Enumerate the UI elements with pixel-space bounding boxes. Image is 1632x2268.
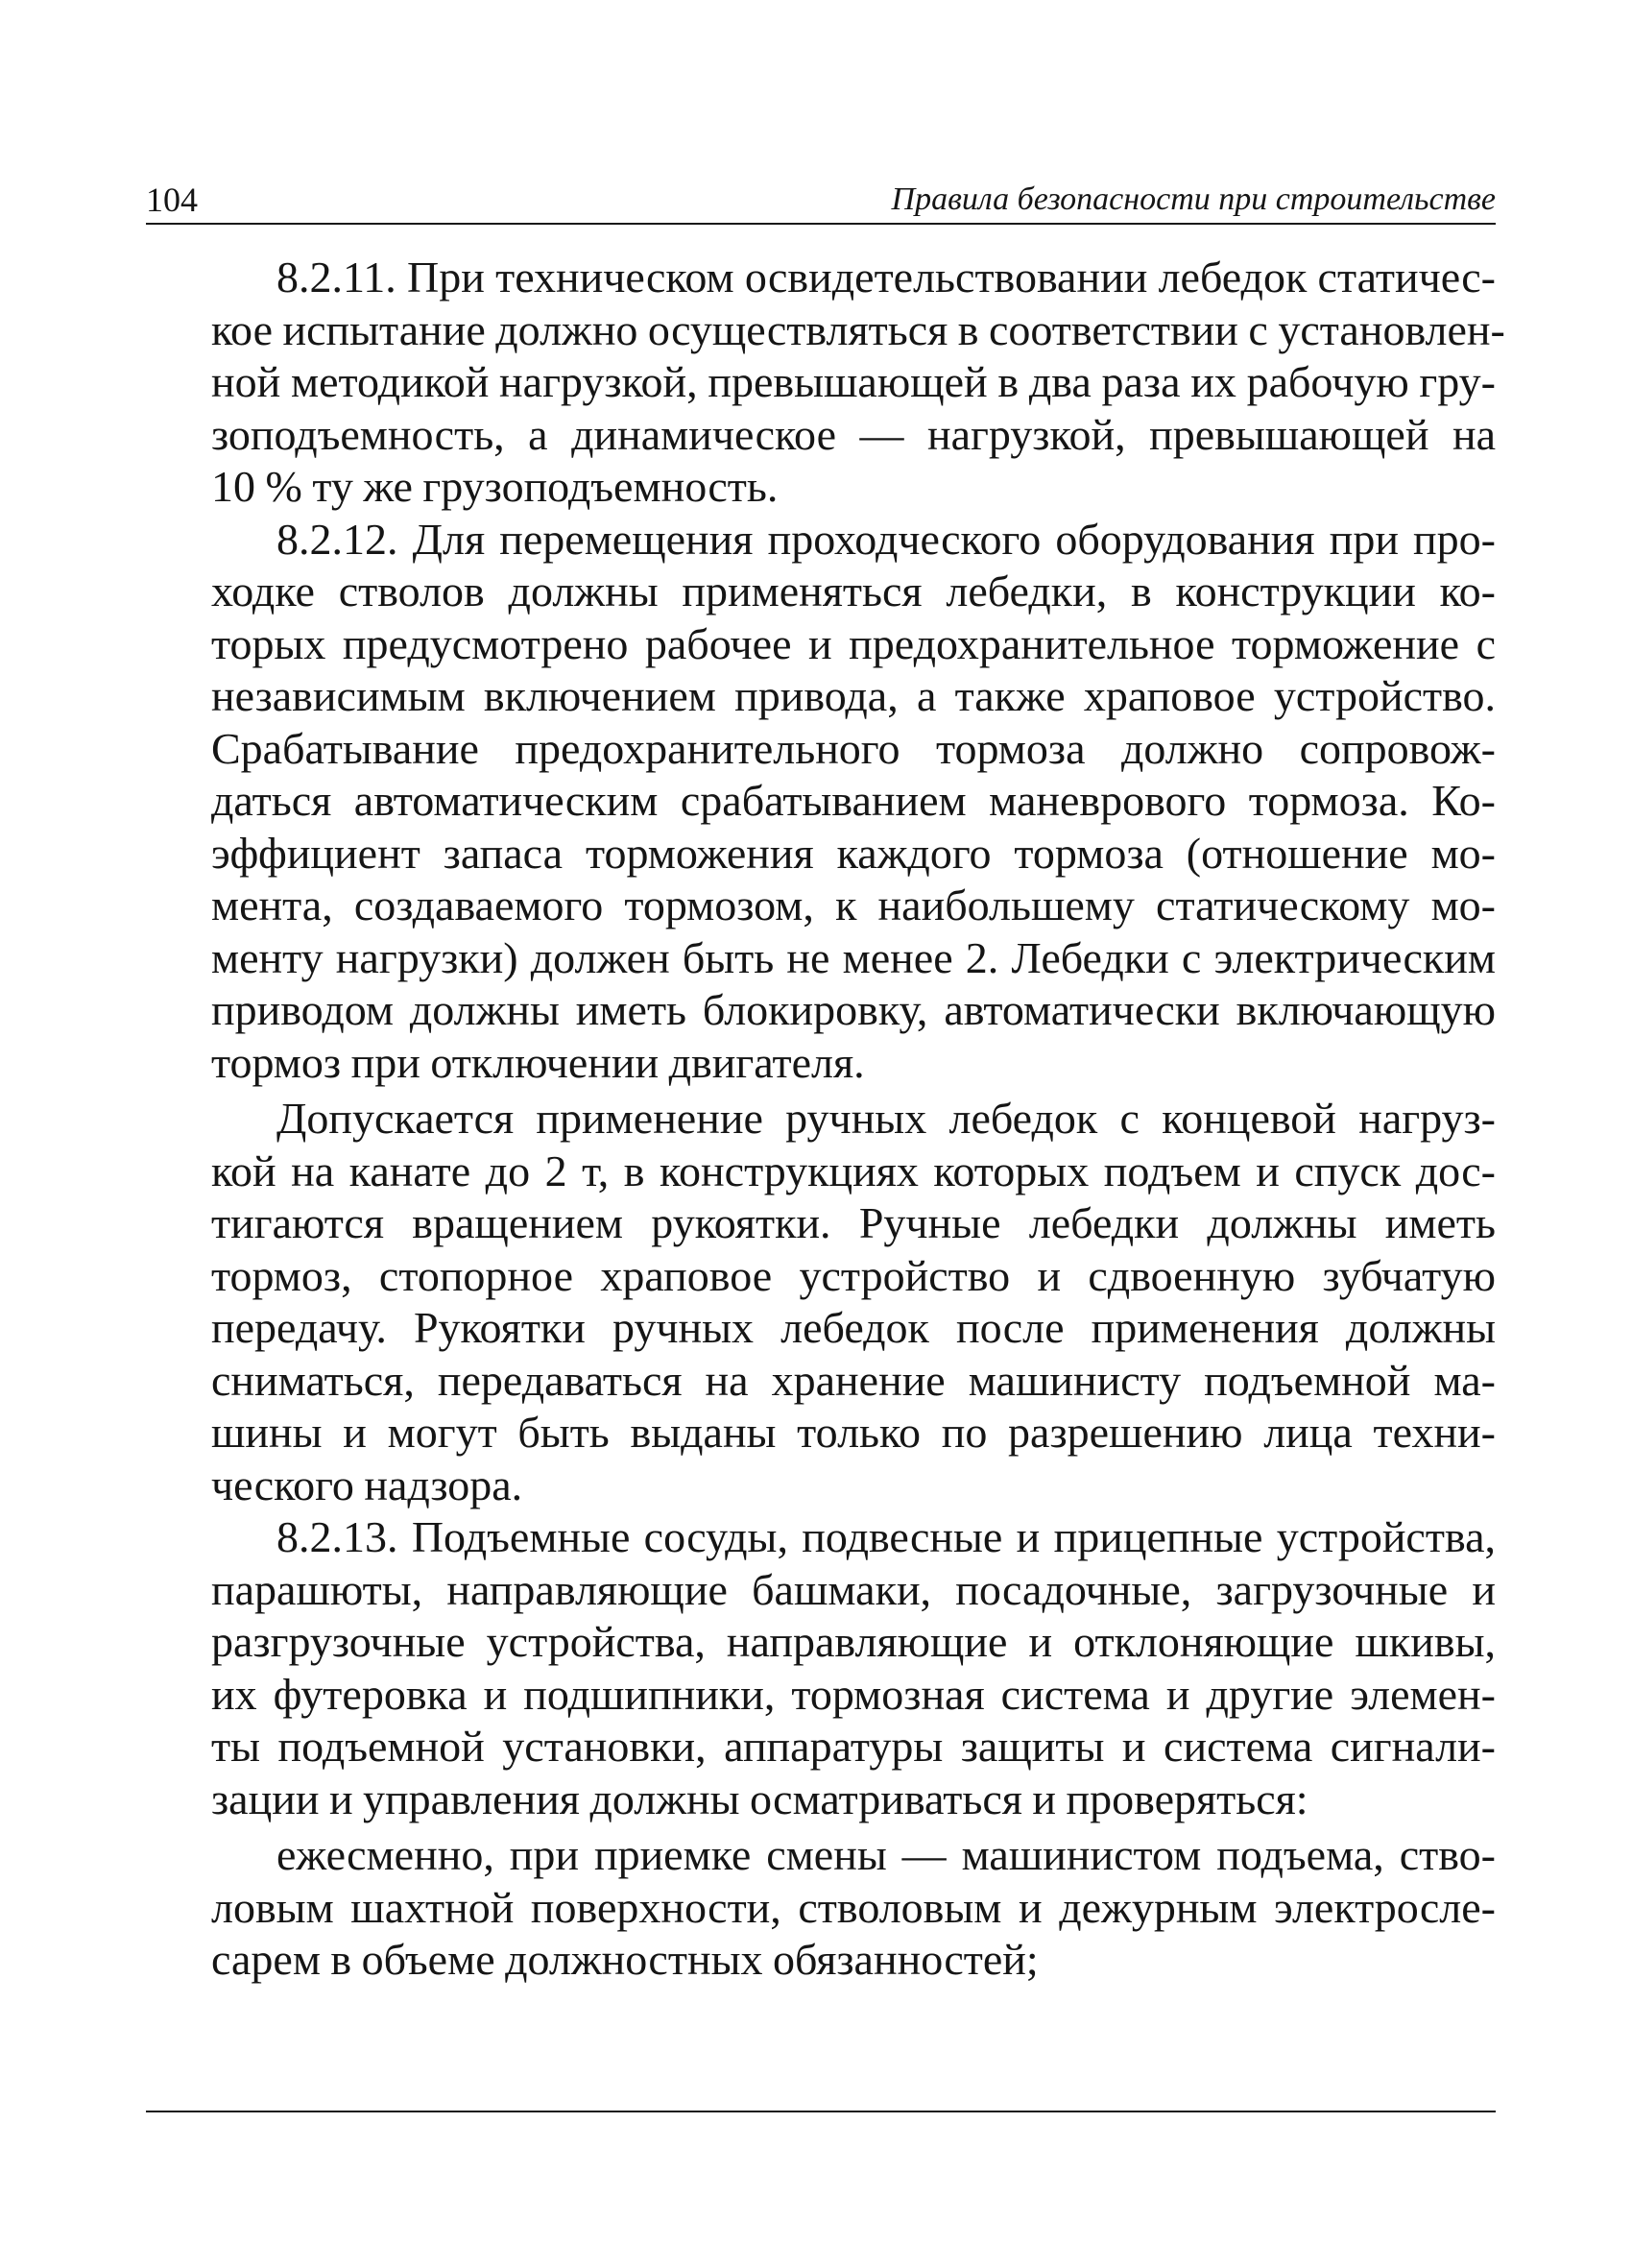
- paragraph-8-2-13: [146, 1511, 1496, 1825]
- page-number: 104: [146, 181, 198, 219]
- text-line: тормоз при отключении двигателя.: [211, 1037, 865, 1087]
- text-line: передачу. Рукоятки ручных лебедок после применения должны: [211, 1303, 1496, 1352]
- text-line: мента, создаваемого тормозом, к наибольшему статическому мо-: [211, 881, 1496, 929]
- text-line: 8.2.11. При техническом освидетельствовании лебедок статичес-: [276, 253, 1496, 302]
- paragraph-each-shift: [146, 1829, 1496, 1987]
- text-line: Допускается применение ручных лебедок с концевой нагруз-: [276, 1094, 1496, 1143]
- page-header: [146, 181, 1496, 225]
- text-line: 8.2.12. Для перемещения проходческого оборудования при про-: [276, 514, 1496, 564]
- text-line: парашюты, направляющие башмаки, посадочные, загрузочные и: [211, 1564, 1496, 1614]
- text-line: сарем в объеме должностных обязанностей;: [211, 1935, 1039, 1984]
- text-line: ческого надзора.: [211, 1460, 523, 1509]
- text-line: Срабатывание предохранительного тормоза должно сопровож-: [211, 723, 1496, 773]
- text-line: тормоз, стопорное храповое устройство и сдвоенную зубчатую: [211, 1250, 1496, 1300]
- paragraph-8-2-11: [146, 252, 1505, 514]
- paragraph-manual-winches: [146, 1093, 1496, 1511]
- body-text: [146, 252, 1505, 1987]
- text-line: разгрузочные устройства, направляющие и отклоняющие шкивы,: [211, 1617, 1496, 1666]
- text-line: кое испытание должно осуществляться в соответствии с установлен-: [211, 304, 1505, 354]
- text-line: независимым включением привода, а также храповое устройство.: [211, 671, 1496, 720]
- text-line: 8.2.13. Подъемные сосуды, подвесные и прицепные устройства,: [276, 1512, 1496, 1561]
- text-line: ежесменно, при приемке смены — машинистом подъема, ство-: [276, 1830, 1496, 1879]
- text-line: 10 % ту же грузоподъемность.: [211, 462, 779, 511]
- text-line: шины и могут быть выданы только по разрешению лица техни-: [211, 1408, 1496, 1457]
- text-line: эффициент запаса торможения каждого тормоза (отношение мо-: [211, 828, 1496, 878]
- text-line: даться автоматическим срабатыванием маневрового тормоза. Ко-: [211, 776, 1496, 825]
- running-title: Правила безопасности при строительстве: [891, 181, 1496, 217]
- text-line: менту нагрузки) должен быть не менее 2. Лебедки с электрическим: [211, 932, 1496, 982]
- footer-rule: [146, 2111, 1496, 2112]
- text-line: сниматься, передаваться на хранение машинисту подъемной ма-: [211, 1355, 1496, 1405]
- text-line: ходке стволов должны применяться лебедки, в конструкции ко-: [211, 567, 1496, 615]
- paragraph-8-2-12: [146, 514, 1496, 1090]
- text-line: ты подъемной установки, аппаратуры защиты и система сигнали-: [211, 1722, 1496, 1771]
- text-line: кой на канате до 2 т, в конструкциях которых подъем и спуск дос-: [211, 1146, 1496, 1195]
- text-line: ной методикой нагрузкой, превышающей в два раза их рабочую гру-: [211, 357, 1496, 406]
- text-line: зоподъемность, а динамическое — нагрузкой, превышающей на: [211, 409, 1496, 459]
- text-line: приводом должны иметь блокировку, автоматически включающую: [211, 985, 1496, 1034]
- text-line: их футеровка и подшипники, тормозная система и другие элемен-: [211, 1669, 1496, 1719]
- text-line: торых предусмотрено рабочее и предохранительное торможение с: [211, 618, 1496, 668]
- text-line: ловым шахтной поверхности, стволовым и дежурным электросле-: [211, 1882, 1496, 1932]
- text-line: тигаются вращением рукоятки. Ручные лебедки должны иметь: [211, 1198, 1496, 1247]
- text-line: зации и управления должны осматриваться и проверяться:: [211, 1773, 1308, 1823]
